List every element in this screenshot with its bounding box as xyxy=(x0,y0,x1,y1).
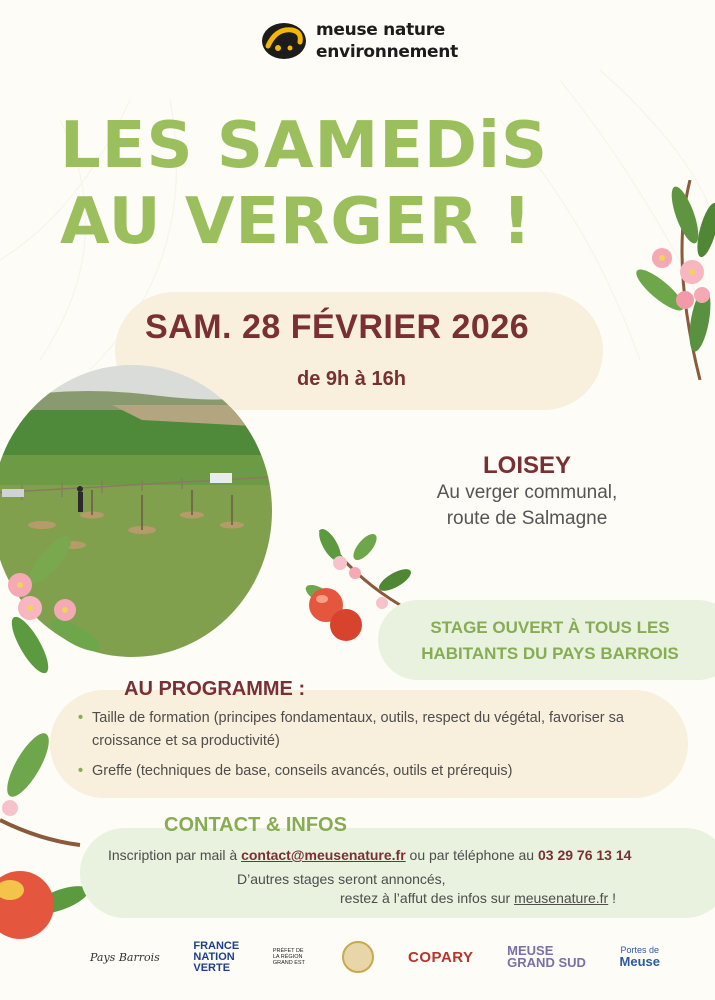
round-seal-logo-icon xyxy=(342,941,374,973)
contact-line3-suffix: ! xyxy=(608,890,617,906)
meuse-grand-sud-logo xyxy=(507,945,586,969)
logo-line-2: environnement xyxy=(316,42,458,62)
salamander-logo-icon xyxy=(258,18,310,64)
contact-line3-prefix: restez à l’affut des infos sur xyxy=(340,890,515,906)
fnv-line-3: VERTE xyxy=(193,961,231,974)
programme-list xyxy=(78,707,678,790)
programme-item: • Taille de formation (principes fondamentaux, outils, respect du végétal, favoriser sa croissance et sa productivité) xyxy=(78,707,678,753)
website-link[interactable]: meusenature.fr xyxy=(514,890,609,906)
title-line-1: LES SAMEDiS xyxy=(60,109,549,183)
france-nation-verte-logo xyxy=(193,941,239,974)
location-line-2: route de Salmagne xyxy=(446,508,608,529)
stage-line-2: HABITANTS DU PAYS BARROIS xyxy=(421,644,679,663)
programme-title: AU PROGRAMME : xyxy=(124,678,306,700)
page-title xyxy=(60,108,620,260)
portes-de-meuse-logo xyxy=(620,946,660,968)
brand-logo xyxy=(258,18,458,64)
logo-line-1: meuse nature xyxy=(316,20,446,40)
fnv-line-2: NATION xyxy=(193,950,235,963)
mgs-line-1: MEUSE xyxy=(507,943,554,958)
copary-logo: COPARY xyxy=(408,948,474,966)
contact-email-link[interactable]: contact@meusenature.fr xyxy=(241,847,406,863)
location-line-1: Au verger communal, xyxy=(436,482,618,503)
fnv-line-1: FRANCE xyxy=(193,939,240,952)
blossom-branch-top-right xyxy=(630,180,715,380)
contact-phone: 03 29 76 13 14 xyxy=(538,847,632,863)
contact-line-3 xyxy=(340,890,616,906)
contact-title: CONTACT & INFOS xyxy=(164,814,347,836)
prefet-logo: PRÉFET DE LA RÉGION GRAND EST xyxy=(272,948,305,966)
blossom-branch-left xyxy=(0,520,110,690)
contact-prefix: Inscription par mail à xyxy=(108,847,242,863)
contact-line-2: D’autres stages seront annoncés, xyxy=(237,871,446,887)
event-date: SAM. 28 FÉVRIER 2026 xyxy=(145,308,530,346)
contact-line-1 xyxy=(108,847,631,863)
stage-line-1: STAGE OUVERT À TOUS LES xyxy=(430,618,670,637)
event-time: de 9h à 16h xyxy=(297,368,406,390)
portes-line-2: Meuse xyxy=(619,954,660,969)
stage-text xyxy=(390,615,710,667)
location-block xyxy=(412,452,642,532)
programme-item: • Greffe (techniques de base, conseils avancés, outils et prérequis) xyxy=(78,760,678,783)
title-line-2: AU VERGER ! xyxy=(60,185,533,259)
partner-logos xyxy=(90,933,660,981)
mgs-line-2: GRAND SUD xyxy=(507,955,586,970)
location-name: LOISEY xyxy=(482,452,572,479)
contact-middle: ou par téléphone au xyxy=(405,847,538,863)
pays-barrois-logo: Pays Barrois xyxy=(90,950,160,964)
portes-line-1: Portes de xyxy=(620,945,660,955)
apple-branch-bottom-left xyxy=(0,730,95,955)
